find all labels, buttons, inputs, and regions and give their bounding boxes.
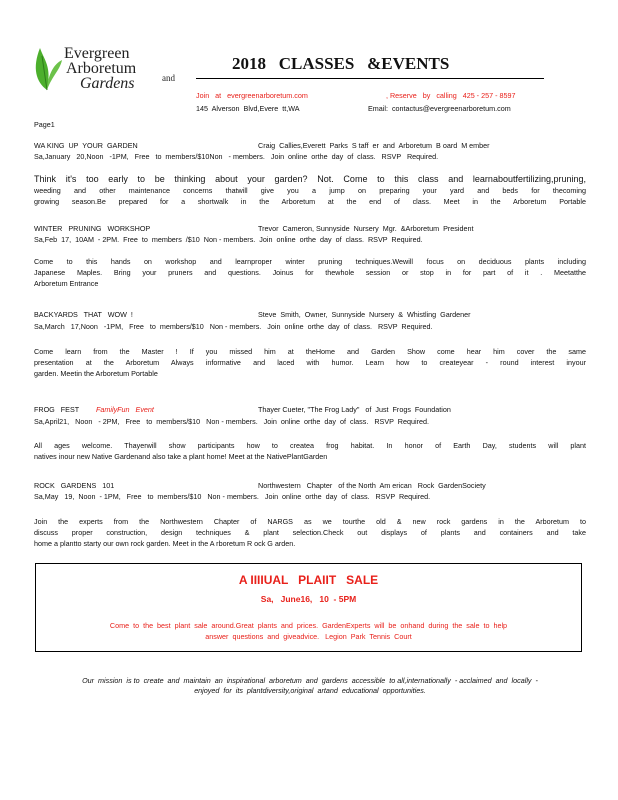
event-presenter: Steve Smith, Owner, Sunnyside Nursery & Whistling Gardener	[258, 310, 471, 319]
email: Email: contactus@evergreenarboretum.com	[368, 104, 511, 113]
desc-line: Come to this hands on workshop and learnproper winter pruning techniques.Wewill focus on deciduous plants including	[34, 257, 586, 266]
title-rule	[196, 78, 544, 79]
leaf-icon	[30, 44, 64, 92]
page-label: Page1	[34, 120, 55, 129]
page-title: 2018 CLASSES &EVENTS	[232, 54, 450, 73]
event-description	[34, 346, 586, 379]
event-title: WA KING UP YOUR GARDEN	[34, 141, 138, 150]
address: 145 Alverson Blvd,Evere tt,WA	[196, 104, 300, 113]
desc-line: Think it's too early to be thinking about your garden? Not. Come to this class and learnaboutfertilizing,pruning,	[34, 174, 586, 184]
desc-line: Join the experts from the Northwestern Chapter of NARGS as we tourthe old & new rock gardens in the Arboretum to	[34, 517, 586, 526]
event-schedule: Sa,May 19, Noon - 1PM, Free to members/$10 Non - members. Join online orthe day of class. RSVP Required.	[34, 492, 431, 501]
logo-line2: Arboretum	[66, 60, 137, 77]
mission-line2: enjoyed for its plantdiversity,original artand educational opportunities.	[194, 686, 426, 695]
event-schedule: Sa,January 20,Noon -1PM, Free to members/$10Non - members. Join online orthe day of class. RSVP Required.	[34, 152, 439, 161]
event-description	[34, 516, 586, 549]
sale-line2: answer questions and giveadvice. Legion Park Tennis Court	[205, 632, 412, 641]
desc-line: home a plantto starty our own rock garden. Meet in the A rboretum R ock G arden.	[34, 539, 296, 548]
event-schedule: Sa,March 17,Noon -1PM, Free to members/$10 Non - members. Join online orthe day of class. RSVP Required.	[34, 322, 433, 331]
desc-line: natives inour new Native Gardenand also take a plant home! Meet at the NativePlantGarden	[34, 452, 328, 461]
event-schedule: Sa,Feb 17, 10AM - 2PM. Free to members /$10 Non - members. Join online orthe day of class. RSVP Required.	[34, 235, 423, 244]
event-presenter: Craig Callies,Everett Parks S taff er and Arboretum B oard M ember	[258, 141, 490, 150]
event-title: WINTER PRUNING WORKSHOP	[34, 224, 151, 233]
plant-sale-box	[35, 563, 582, 652]
logo-line3: Gardens	[80, 75, 135, 92]
join-text: Join at evergreenarboretum.com	[196, 91, 308, 100]
desc-line: weeding and other maintenance concerns thatwill give you a jump on preparing your yard and beds for thecoming	[34, 186, 586, 195]
desc-line: garden. Meetin the Arboretum Portable	[34, 369, 158, 378]
desc-line: growing season.Be prepared for a shortwalk in the Arboretum at the end of class. Meet in the Arboretum Portable	[34, 197, 586, 206]
desc-line: Japanese Maples. Bring your pruners and questions. Joinus for thewhole session or stop in for part of it . Meetatthe	[34, 268, 586, 277]
reserve-text: , Reserve by calling 425 - 257 - 8597	[386, 91, 516, 100]
event-presenter: Northwestern Chapter of the North Am erican Rock GardenSociety	[258, 481, 486, 490]
event-title: BACKYARDS THAT WOW !	[34, 310, 133, 319]
event-tag: FamilyFun Event	[96, 405, 154, 414]
event-schedule: Sa,April21, Noon - 2PM, Free to members/$10 Non - members. Join online orthe day of class. RSVP Required.	[34, 417, 429, 426]
sale-date: Sa, June16, 10 - 5PM	[260, 594, 357, 604]
desc-line: presentation at the Arboretum Always informative and laced with humor. Learn how to createyear - round interest inyour	[34, 358, 586, 367]
desc-line: All ages welcome. Thayerwill show participants how to createa frog habitat. In honor of Earth Day, students will plant	[34, 441, 586, 450]
logo-and: and	[162, 73, 175, 83]
event-title: FROG FEST	[34, 405, 80, 414]
desc-line: Arboretum Entrance	[34, 279, 99, 288]
desc-line: Come learn from the Master ! If you missed him at theHome and Garden Show come hear him cover the same	[34, 347, 586, 356]
logo-line1: Evergreen	[64, 45, 130, 62]
event-title: ROCK GARDENS 101	[34, 481, 115, 490]
event-description	[34, 174, 586, 207]
sale-title: A IIIIUAL PLAIIT SALE	[238, 573, 379, 587]
sale-line1: Come to the best plant sale around.Great plants and prices. GardenExperts will be onhand during the sale to help	[109, 621, 508, 630]
event-description	[34, 256, 586, 289]
event-presenter: Thayer Cueter, "The Frog Lady" of Just Frogs Foundation	[258, 405, 451, 414]
mission-line1: Our mission is to create and maintain an inspirational arboretum and gardens accessible to all,internationally - acclaimed and locally -	[82, 676, 538, 685]
logo	[30, 44, 180, 104]
desc-line: discuss proper construction, design techniques & plant selection.Check out displays of plants and containers and take	[34, 528, 586, 537]
event-description	[34, 440, 586, 462]
event-presenter: Trevor Cameron, Sunnyside Nursery Mgr. &Arboretum President	[258, 224, 474, 233]
